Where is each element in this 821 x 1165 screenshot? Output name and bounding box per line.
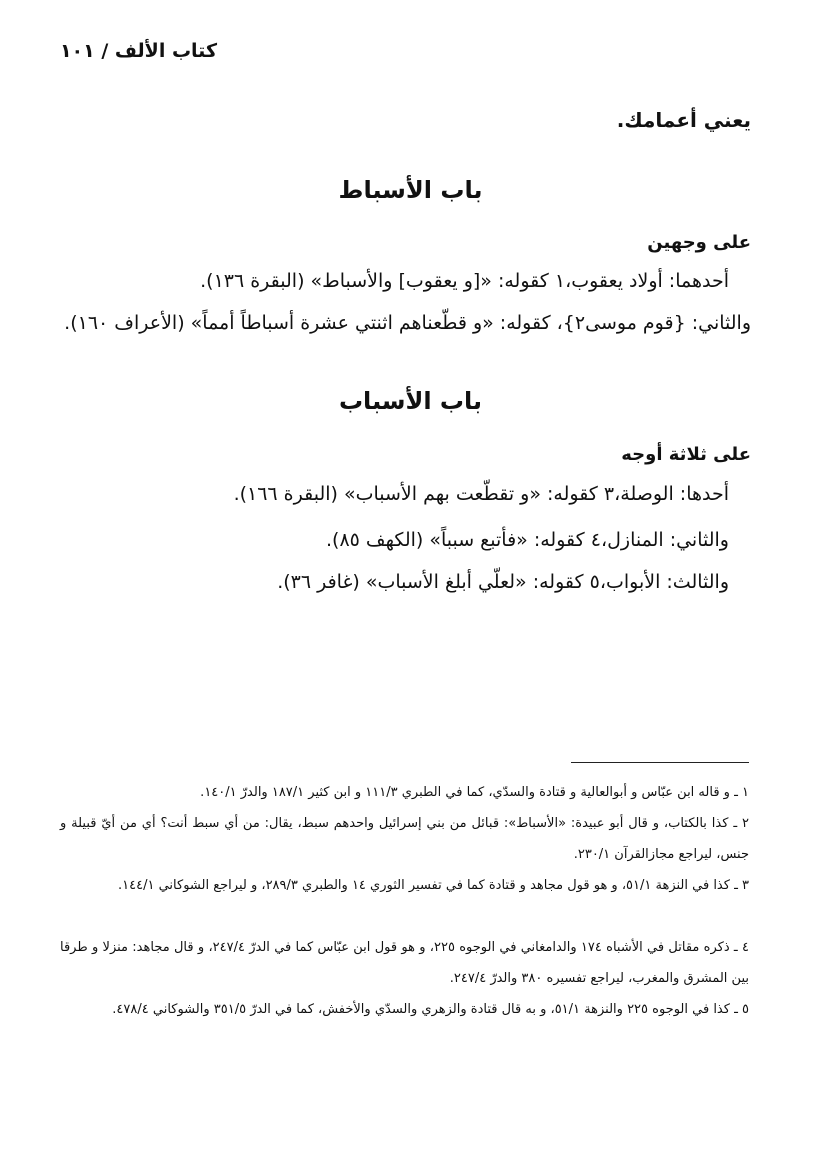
section-subhead: على ثلاثة أوجه — [621, 444, 751, 465]
meaning-entry: والثالث: الأبواب،٥ كقوله: «لعلّي أبلغ الأسباب» (غافر ٣٦). — [277, 571, 729, 593]
footnote: ٣ ـ كذا في النزهة ٥١/١، و هو قول مجاهد و قتادة كما في تفسير الثوري ١٤ والطبري ٢٨٩/٣، و ليراجع الشوكاني ١٤٤/١. — [118, 878, 749, 893]
chapter-title: باب الأسباط — [338, 176, 483, 204]
footnote: ٥ ـ كذا في الوجوه ٢٢٥ والنزهة ٥١/١، و به قال قتادة والزهري والسدّي والأخفش، كما في الدرّ ٣٥١/٥ والشوكاني ٤٧٨/٤. — [112, 1002, 749, 1017]
footnote: ٤ ـ ذكره مقاتل في الأشباه ١٧٤ والدامغاني في الوجوه ٢٢٥، و هو قول ابن عبّاس كما في الدرّ ٢٤٧/٤، و قال مجاهد: منزلا و طرقا بين المشرق والمغرب، ليراجع تفسيره ٣٨٠ والدرّ ٢٤٧/٤. — [60, 940, 749, 986]
meaning-entry: أحدها: الوصلة،٣ كقوله: «و تقطّعت بهم الأسباب» (البقرة ١٦٦). — [233, 483, 729, 505]
chapter-title: باب الأسباب — [338, 387, 483, 415]
meaning-entry: والثاني: {قوم موسى٢}، كقوله: «و قطّعناهم اثنتي عشرة أسباطاً أمماً» (الأعراف ١٦٠). — [64, 312, 751, 334]
footnote-divider — [571, 762, 749, 763]
intro-line: يعني أعمامك. — [616, 108, 751, 132]
running-header: كتاب الألف / ١٠١ — [59, 40, 217, 62]
footnote: ١ ـ و قاله ابن عبّاس و أبوالعالية و قتادة والسدّي، كما في الطبري ١١١/٣ و ابن كثير ١٨٧/١ والدرّ ١٤٠/١. — [200, 785, 749, 800]
section-subhead: على وجهين — [647, 232, 751, 253]
meaning-entry: والثاني: المنازل،٤ كقوله: «فأتبع سبباً» (الكهف ٨٥). — [325, 529, 729, 551]
footnote: ٢ ـ كذا بالكتاب، و قال أبو عبيدة: «الأسباط»: قبائل من بني إسرائيل واحدهم سبط، يقال: من أي سبط أنت؟ أي من أيّ قبيلة و جنس، ليراجع مجازالقرآن ٢٣٠/١. — [60, 816, 749, 862]
meaning-entry: أحدهما: أولاد يعقوب،١ كقوله: «[و يعقوب] والأسباط» (البقرة ١٣٦). — [200, 270, 729, 292]
